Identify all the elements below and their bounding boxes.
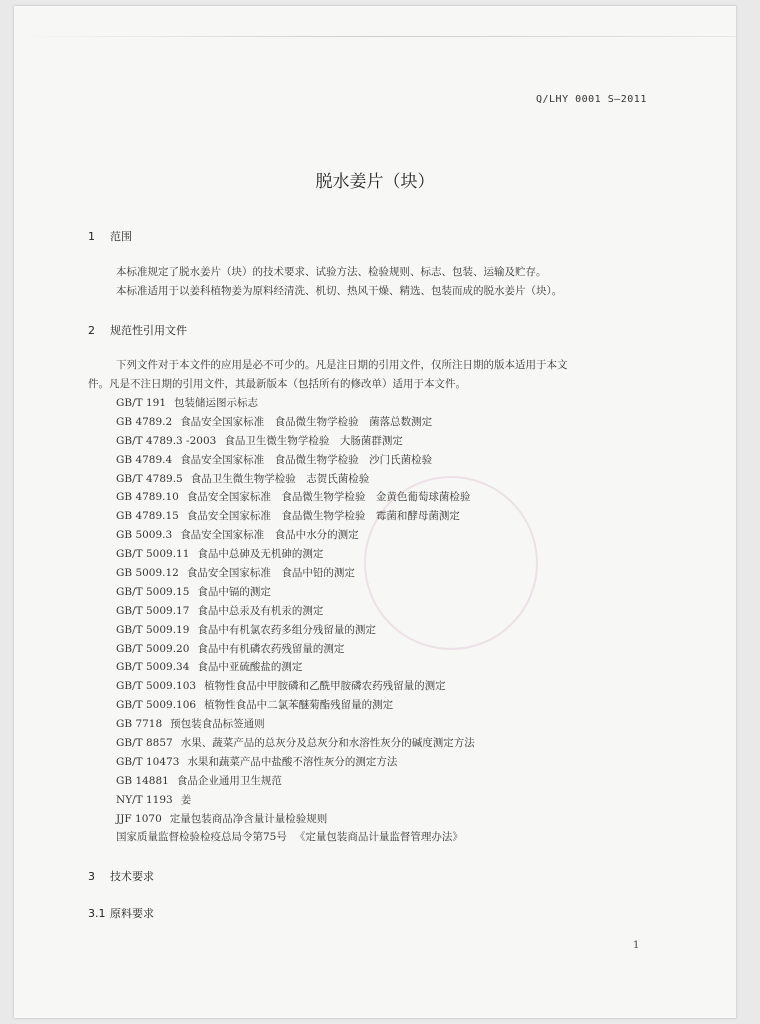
reference-title: 食品企业通用卫生规范	[176, 774, 282, 787]
reference-title: 食品安全国家标准 食品微生物学检验 菌落总数测定	[180, 415, 433, 428]
reference-item	[116, 696, 475, 715]
reference-code: GB/T 5009.19	[116, 623, 190, 636]
reference-item	[116, 488, 475, 507]
section-number: 3.1	[88, 907, 106, 920]
reference-code: GB 14881	[116, 774, 169, 787]
page-number: 1	[633, 940, 640, 951]
section-1-paragraph-2: 本标准适用于以姜科植物姜为原料经清洗、机切、热风干燥、精选、包装而成的脱水姜片（块）。	[116, 285, 563, 297]
section-title: 原料要求	[110, 907, 154, 920]
section-1-paragraph-1: 本标准规定了脱水姜片（块）的技术要求、试验方法、检验规则、标志、包装、运输及贮存。	[116, 266, 547, 278]
reference-code: GB 7718	[116, 718, 163, 731]
reference-item	[116, 753, 475, 772]
section-number: 1	[88, 230, 95, 243]
reference-code: GB/T 5009.34	[116, 661, 190, 674]
reference-title: 植物性食品中甲胺磷和乙酰甲胺磷农药残留量的测定	[204, 680, 446, 693]
reference-code: GB/T 191	[116, 397, 167, 409]
reference-title: 预包装食品标签通则	[170, 718, 265, 731]
reference-title: 食品安全国家标准 食品微生物学检验 霉菌和酵母菌测定	[186, 510, 460, 523]
reference-code: GB/T 5009.11	[116, 548, 190, 561]
reference-code: GB/T 5009.20	[116, 642, 190, 655]
reference-code: GB 4789.10	[116, 491, 179, 504]
reference-list	[116, 394, 475, 847]
reference-item	[116, 658, 475, 677]
reference-code: GB/T 4789.3 -2003	[116, 434, 217, 447]
reference-code: JJF 1070	[116, 812, 162, 825]
reference-title: 食品中有机磷农药残留量的测定	[197, 642, 345, 655]
reference-code: GB/T 8857	[116, 737, 173, 750]
reference-item	[116, 564, 475, 583]
section-2-intro-line-2: 件。凡是不注日期的引用文件，其最新版本（包括所有的修改单）适用于本文件。	[88, 378, 466, 390]
reference-code: 国家质量监督检验检疫总局令第75号	[116, 831, 287, 844]
reference-item	[116, 640, 475, 659]
reference-title: 食品安全国家标准 食品中水分的测定	[180, 529, 359, 542]
reference-item	[116, 394, 475, 413]
reference-code: GB 5009.12	[116, 567, 179, 580]
reference-code: GB/T 5009.106	[116, 699, 197, 712]
reference-title: 食品中总砷及无机砷的测定	[197, 548, 324, 561]
reference-item	[116, 828, 475, 847]
reference-title: 食品安全国家标准 食品微生物学检验 沙门氏菌检验	[180, 453, 433, 466]
reference-item	[116, 810, 475, 829]
reference-title: 食品中镉的测定	[197, 585, 271, 598]
reference-code: GB 4789.4	[116, 453, 173, 466]
reference-title: 食品中有机氯农药多组分残留量的测定	[197, 623, 376, 636]
section-title: 规范性引用文件	[110, 324, 187, 337]
reference-item	[116, 715, 475, 734]
reference-item	[116, 734, 475, 753]
document-code: Q/LHY 0001 S—2011	[536, 94, 647, 105]
reference-code: GB 5009.3	[116, 529, 173, 542]
reference-title: 定量包装商品净含量计量检验规则	[169, 812, 328, 825]
reference-title: 食品卫生微生物学检验 大肠菌群测定	[224, 434, 403, 447]
section-2-heading	[88, 322, 187, 338]
reference-item	[116, 451, 475, 470]
document-page	[14, 6, 736, 1018]
reference-title: 食品安全国家标准 食品微生物学检验 金黄色葡萄球菌检验	[186, 491, 471, 504]
section-title: 技术要求	[110, 870, 154, 883]
reference-item	[116, 772, 475, 791]
reference-item	[116, 526, 475, 545]
reference-code: GB/T 4789.5	[116, 472, 183, 485]
reference-title: 食品卫生微生物学检验 志贺氏菌检验	[190, 472, 370, 485]
reference-title: 姜	[180, 793, 192, 806]
reference-item	[116, 677, 475, 696]
section-2-intro-line-1: 下列文件对于本文件的应用是必不可少的。凡是注日期的引用文件，仅所注日期的版本适用于本文	[116, 359, 568, 371]
document-title: 脱水姜片（块）	[315, 172, 435, 192]
reference-title: 植物性食品中二氯苯醚菊酯残留量的测定	[204, 699, 394, 712]
section-number: 3	[88, 870, 95, 883]
reference-item	[116, 470, 475, 489]
reference-item	[116, 507, 475, 526]
reference-title: 食品中总汞及有机汞的测定	[197, 604, 324, 617]
reference-item	[116, 432, 475, 451]
reference-title: 包装储运图示标志	[174, 397, 259, 409]
reference-code: GB/T 5009.17	[116, 604, 190, 617]
reference-code: GB/T 10473	[116, 755, 180, 768]
section-1-heading	[88, 228, 132, 244]
reference-code: GB/T 5009.103	[116, 680, 197, 693]
reference-code: GB/T 5009.15	[116, 585, 190, 598]
reference-title: 《定量包装商品计量监督管理办法》	[294, 831, 463, 844]
reference-code: GB 4789.15	[116, 510, 179, 523]
reference-title: 食品安全国家标准 食品中铅的测定	[186, 567, 355, 580]
reference-title: 食品中亚硫酸盐的测定	[197, 661, 303, 674]
reference-item	[116, 583, 475, 602]
reference-item	[116, 413, 475, 432]
reference-code: NY/T 1193	[116, 793, 173, 806]
reference-item	[116, 621, 475, 640]
reference-item	[116, 545, 475, 564]
reference-code: GB 4789.2	[116, 415, 173, 428]
section-number: 2	[88, 324, 95, 337]
scan-artifact-line	[14, 36, 736, 37]
reference-title: 水果和蔬菜产品中盐酸不溶性灰分的测定方法	[187, 755, 398, 768]
reference-item	[116, 602, 475, 621]
section-title: 范围	[110, 230, 132, 243]
section-3-1-heading	[88, 905, 154, 921]
section-3-heading	[88, 868, 154, 884]
reference-item	[116, 791, 475, 810]
reference-title: 水果、蔬菜产品的总灰分及总灰分和水溶性灰分的碱度测定方法	[180, 737, 475, 750]
